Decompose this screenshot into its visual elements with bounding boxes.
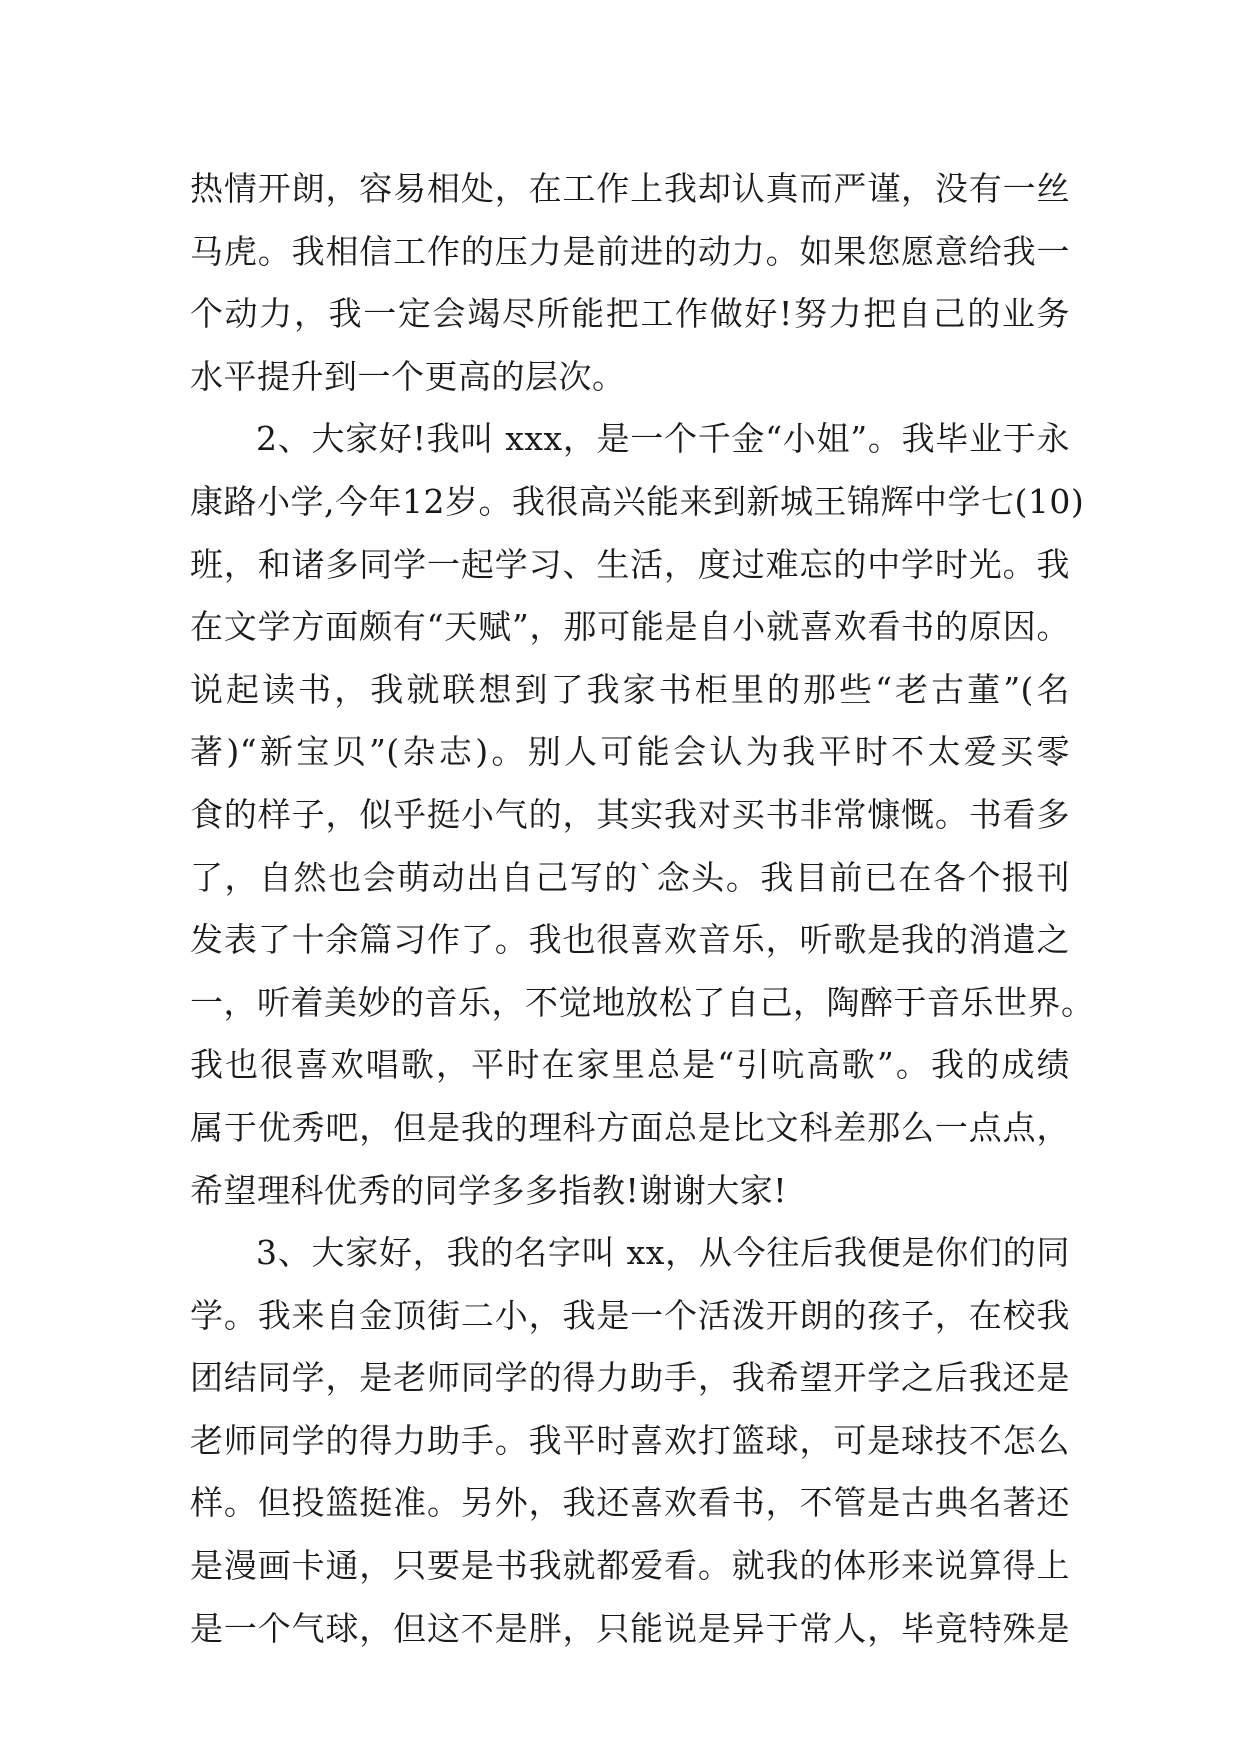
text-line: 马虎。我相信工作的压力是前进的动力。如果您愿意给我一 — [190, 231, 1070, 271]
text-line: 说起读书，我就联想到了我家书柜里的那些“老古董”(名 — [190, 669, 1070, 709]
text-line: 班，和诸多同学一起学习、生活，度过难忘的中学时光。我 — [190, 544, 1070, 584]
text-line: 个动力，我一定会竭尽所能把工作做好!努力把自己的业务 — [190, 294, 1070, 334]
text-line: 希望理科优秀的同学多多指教!谢谢大家! — [190, 1170, 788, 1210]
text-line: 水平提升到一个更高的层次。 — [190, 356, 626, 396]
text-line: 属于优秀吧，但是我的理科方面总是比文科差那么一点点， — [190, 1107, 1070, 1147]
paragraph-3-first-line: 3、大家好，我的名字叫 xx，从今往后我便是你们的同 — [256, 1233, 1070, 1273]
text-line: 在文学方面颇有“天赋”，那可能是自小就喜欢看书的原因。 — [190, 607, 1070, 647]
text-line: 我也很喜欢唱歌，平时在家里总是“引吭高歌”。我的成绩 — [190, 1045, 1070, 1085]
text-line: 团结同学，是老师同学的得力助手，我希望开学之后我还是 — [190, 1358, 1070, 1398]
text-line: 学。我来自金顶街二小，我是一个活泼开朗的孩子，在校我 — [190, 1295, 1070, 1335]
text-line: 是漫画卡通，只要是书我就都爱看。就我的体形来说算得上 — [190, 1546, 1070, 1586]
text-line: 老师同学的得力助手。我平时喜欢打篮球，可是球技不怎么 — [190, 1420, 1070, 1460]
text-line: 发表了十余篇习作了。我也很喜欢音乐，听歌是我的消遣之 — [190, 920, 1070, 960]
text-line: 一，听着美妙的音乐，不觉地放松了自己，陶醉于音乐世界。 — [190, 982, 1095, 1022]
text-line: 康路小学,今年12岁。我很高兴能来到新城王锦辉中学七(10) — [190, 481, 1085, 521]
paragraph-2-first-line: 2、大家好!我叫 xxx，是一个千金“小姐”。我毕业于永 — [256, 419, 1070, 459]
text-line: 是一个气球，但这不是胖，只能说是异于常人，毕竟特殊是 — [190, 1608, 1070, 1648]
text-line: 了，自然也会萌动出自己写的`念头。我目前已在各个报刊 — [190, 857, 1070, 897]
text-line: 样。但投篮挺准。另外，我还喜欢看书，不管是古典名著还 — [190, 1483, 1070, 1523]
text-line: 著)“新宝贝”(杂志)。别人可能会认为我平时不太爱买零 — [190, 732, 1070, 772]
document-body — [190, 158, 1095, 1660]
text-line: 热情开朗，容易相处，在工作上我却认真而严谨，没有一丝 — [190, 169, 1070, 208]
text-line: 食的样子，似乎挺小气的，其实我对买书非常慷慨。书看多 — [190, 794, 1070, 834]
